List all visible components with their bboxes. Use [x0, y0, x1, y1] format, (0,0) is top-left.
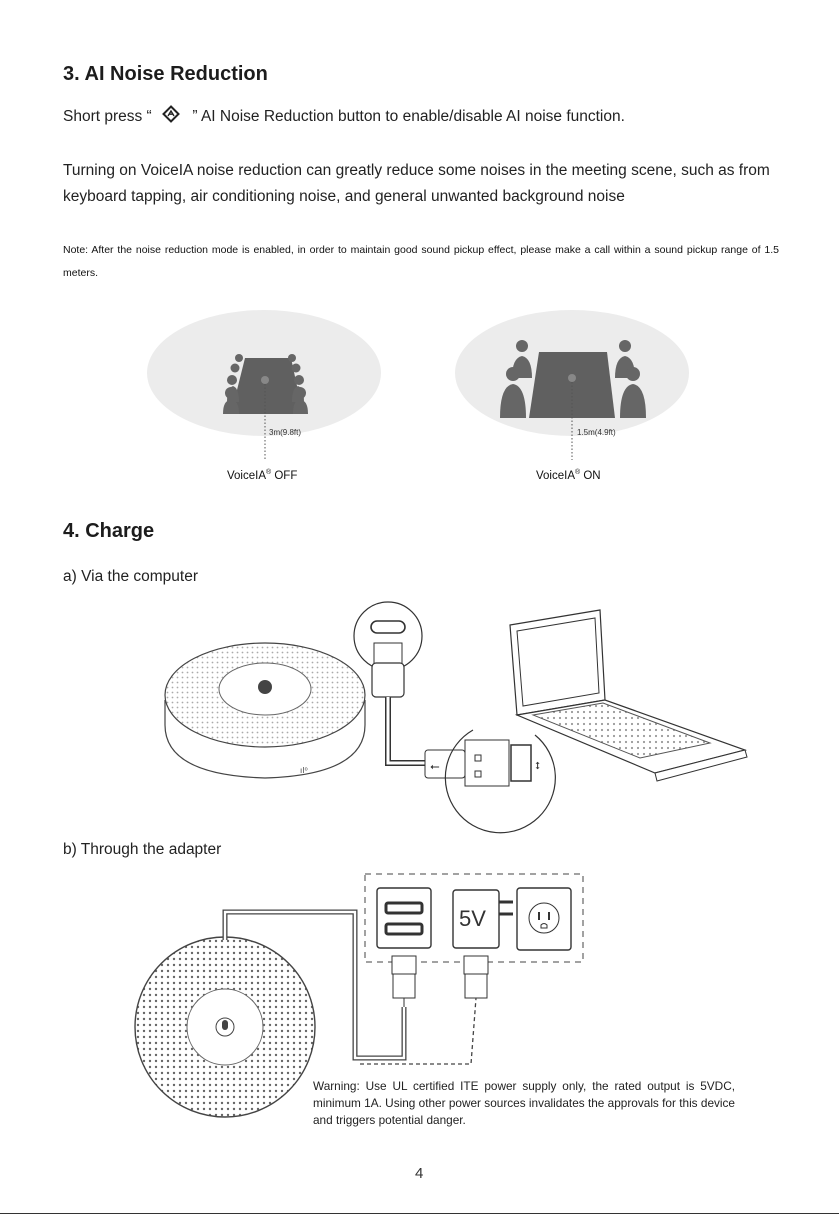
usb-c-zoom-view [354, 602, 422, 697]
usb-plug-hub [392, 956, 416, 1007]
usb-a-plug [425, 740, 509, 786]
computer-charging-illustration [155, 595, 755, 815]
subheading-through-adapter: b) Through the adapter [63, 841, 222, 858]
distance-label-on: 1.5m(4.9ft) [577, 428, 616, 437]
svg-text:ıl⁰: ıl⁰ [300, 766, 308, 775]
section-heading-charge: 4. Charge [63, 520, 155, 542]
speakerphone-top-view [135, 937, 315, 1117]
section-heading-ai-noise: 3. AI Noise Reduction [63, 63, 268, 85]
adapter-voltage-label: 5V [459, 906, 486, 931]
caption-state: ON [580, 469, 601, 482]
page-number: 4 [415, 1165, 424, 1182]
meeting-table [529, 352, 615, 418]
caption-registered-mark: ® [266, 469, 272, 476]
caption-brand: VoiceIA [536, 469, 575, 482]
speakerphone-device [165, 643, 365, 778]
ai-noise-reduction-icon [162, 105, 182, 121]
subheading-via-computer: a) Via the computer [63, 568, 198, 585]
svg-text:⭥: ⭥ [535, 761, 541, 772]
distance-label-off: 3m(9.8ft) [269, 428, 302, 437]
laptop-computer [510, 610, 747, 781]
caption-registered-mark: ® [575, 469, 581, 476]
usb-port-hub [377, 888, 431, 948]
mic-button-icon [258, 680, 272, 694]
usb-plug-adapter [464, 956, 488, 998]
short-press-instruction [63, 104, 625, 130]
noise-reduction-note: Note: After the noise reduction mode is enabled, in order to maintain good sound pickup effect, please make a call within a sound pickup range of 1.5 meters. [63, 244, 779, 279]
power-adapter [453, 890, 513, 948]
press-prefix: Short press “ [63, 108, 152, 125]
adapter-charging-illustration [135, 872, 595, 1092]
svg-text:⭠: ⭠ [430, 759, 440, 773]
caption-voiceia-off [227, 469, 297, 482]
noise-reduction-paragraph: Turning on VoiceIA noise reduction can greatly reduce some noises in the meeting scene, such as from keyboard tapping, air conditioning noise, and general unwanted background noise [63, 162, 770, 205]
mic-icon [222, 1020, 228, 1030]
press-suffix: ” AI Noise Reduction button to enable/disable AI noise function. [192, 108, 625, 125]
wall-outlet [517, 888, 571, 950]
charging-warning-text: Warning: Use UL certified ITE power supply only, the rated output is 5VDC, minimum 1A. Using other power sources invalidates the approvals for this device and triggers potential danger. [313, 1079, 735, 1127]
page-bottom-rule [0, 1213, 839, 1214]
caption-voiceia-on [536, 469, 601, 482]
caption-brand: VoiceIA [227, 469, 266, 482]
caption-state: OFF [271, 469, 298, 482]
